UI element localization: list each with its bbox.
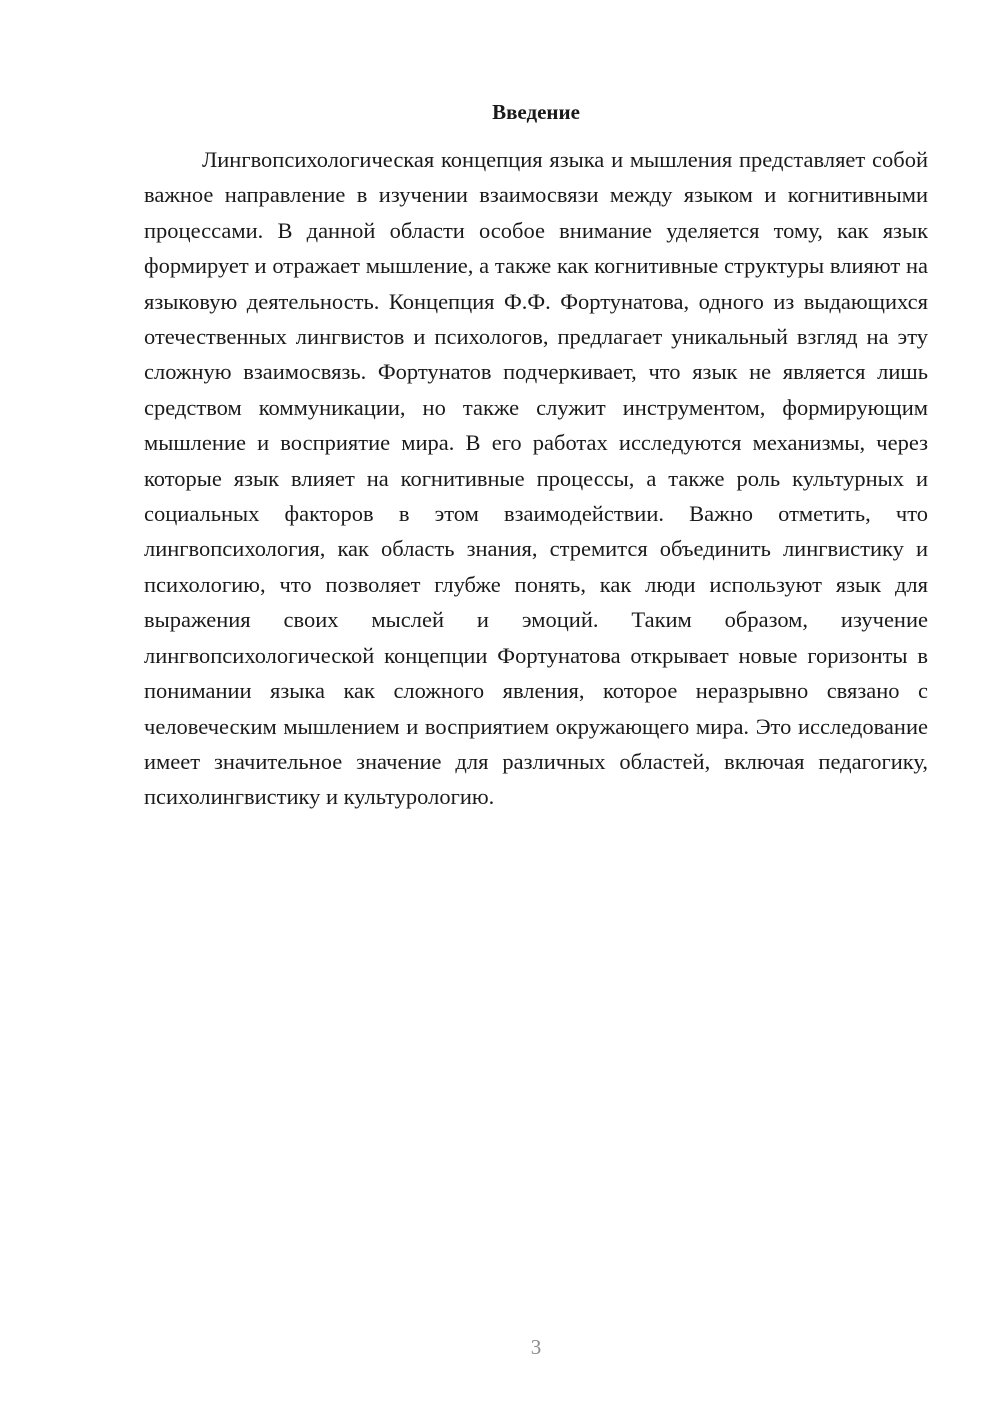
section-title: Введение [492,100,580,124]
page-number: 3 [530,1335,542,1359]
body-paragraph: Лингвопсихологическая концепция языка и мышления представляет собой важное направление в изучении взаимосвязи между языком и когнитивными процессами. В данной области особое внимание уделяется тому, как язык формирует и отражает мышление, а также как когнитивные структуры влияют на языковую деятельность. Концепция Ф.Ф. Фортунатова, одного из выдающихся отечественных лингвистов и психологов, предлагает уникальный взгляд на эту сложную взаимосвязь. Фортунатов подчеркивает, что язык не является лишь средством коммуникации, но также служит инструментом, формирующим мышление и восприятие мира. В его работах исследуются механизмы, через которые язык влияет на когнитивные процессы, а также роль культурных и социальных факторов в этом взаимодействии. Важно отметить, что лингвопсихология, как область знания, стремится объединить лингвистику и психологию, что позволяет глубже понять, как люди используют язык для выражения своих мыслей и эмоций. Таким образом, изучение лингвопсихологической концепции Фортунатова открывает новые горизонты в понимании языка как сложного явления, которое неразрывно связано с человеческим мышлением и восприятием окружающего мира. Это исследование имеет значительное значение для различных областей, включая педагогику, психолингвистику и культурологию. [144,147,928,810]
